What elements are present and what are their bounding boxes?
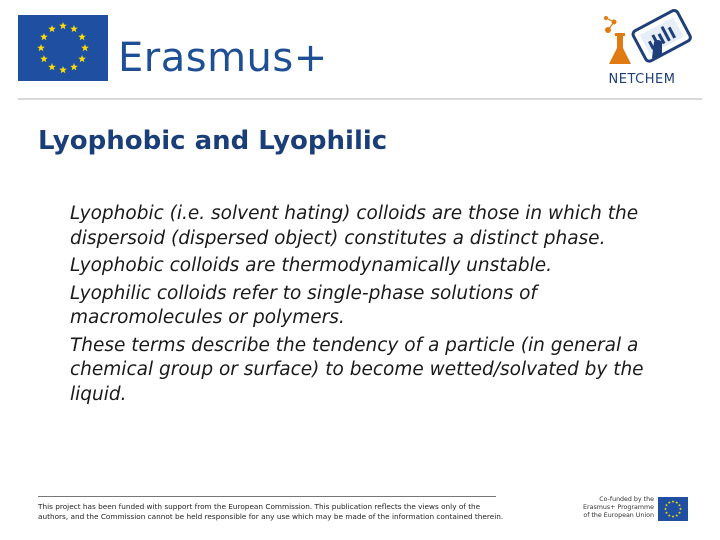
eu-star-icon (59, 66, 67, 73)
eu-star-icon (40, 33, 48, 40)
bullet-item: Lyophobic colloids are thermodynamically unstable. (70, 255, 552, 276)
eu-star-icon (665, 504, 668, 507)
header-divider (18, 98, 702, 100)
eu-star-icon (48, 63, 56, 70)
eu-star-icon (675, 501, 678, 504)
bullet-item: Lyophobic (i.e. solvent hating) colloids are those in which the dispersoid (dispersed object) constitutes a distinct phase. (70, 203, 639, 249)
eu-star-icon (665, 511, 668, 514)
eu-star-icon (78, 33, 86, 40)
footer-divider (38, 496, 496, 497)
eu-star-icon (59, 22, 67, 29)
bullet-list (70, 202, 690, 410)
slide-title: Lyophobic and Lyophilic (38, 126, 388, 156)
eu-star-icon (675, 514, 678, 517)
eu-star-icon (70, 25, 78, 32)
eu-star-icon (81, 44, 89, 51)
eu-star-icon (668, 501, 671, 504)
erasmus-plus-logo: Erasmus+ (118, 35, 328, 81)
eu-star-icon (78, 55, 86, 62)
eu-flag-logo (18, 15, 108, 81)
eu-star-icon (48, 25, 56, 32)
eu-star-icon (672, 515, 675, 518)
eu-star-icon (679, 508, 682, 511)
eu-star-icon (40, 55, 48, 62)
eu-star-icon (678, 511, 681, 514)
netchem-wordmark: NETCHEM (608, 72, 676, 87)
eu-star-icon (672, 500, 675, 503)
eu-mini-flag-logo (658, 497, 688, 521)
funding-disclaimer: This project has been funded with support from the European Commission. This publication reflects the views only of the authors, and the Commission cannot be held responsible for any use which may be made of the information contained therein. (38, 502, 504, 521)
bullet-item: Lyophilic colloids refer to single-phase solutions of macromolecules or polymers. (70, 282, 537, 328)
cofunded-label: Co-funded by the Erasmus+ Programme of the European Union (583, 496, 654, 520)
eu-star-icon (678, 504, 681, 507)
eu-star-icon (37, 44, 45, 51)
eu-star-icon (668, 514, 671, 517)
eu-star-icon (70, 63, 78, 70)
bullet-item: These terms describe the tendency of a particle (in general a chemical group or surface) to become wetted/solvated by the liquid. (70, 334, 644, 405)
eu-star-icon (664, 508, 667, 511)
